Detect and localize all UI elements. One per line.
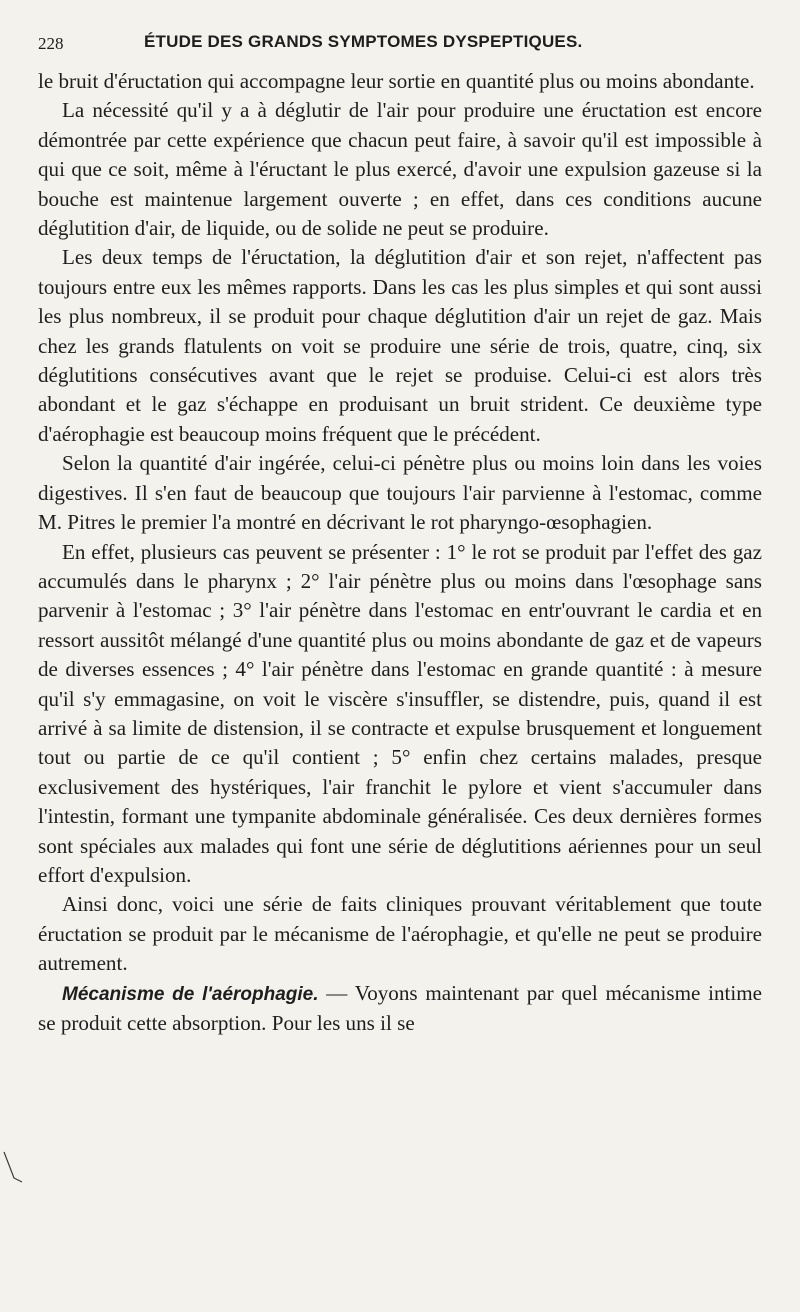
body-text (38, 67, 762, 1038)
paragraph-deglutition-necessity: La nécessité qu'il y a à déglutir de l'air pour produire une éructation est encore démontrée par cette expérience que chacun peut faire, à savoir qu'il est impossible à qui que ce soit, même à l'éructant le plus exercé, d'avoir une expulsion gazeuse si la bouche est maintenue largement ouverte ; en effet, dans ces conditions aucune déglutition d'air, de liquide, ou de solide ne peut se produire. (38, 98, 762, 241)
margin-pencil-mark (2, 1148, 26, 1188)
page-number: 228 (38, 34, 64, 53)
page-header (38, 32, 758, 56)
paragraph-conclusion: Ainsi donc, voici une série de faits cliniques prouvant véritablement que toute éructation se produit par le mécanisme de l'aérophagie, et qu'elle ne peut se produire autrement. (38, 892, 762, 976)
section-text: — Voyons maintenant par quel mécanisme intime se produit cette absorption. Pour les uns il se (38, 980, 762, 1035)
paragraph-air-quantity: Selon la quantité d'air ingérée, celui-ci pénètre plus ou moins loin dans les voies digestives. Il s'en faut de beaucoup que toujours l'air parvienne à l'estomac, comme M. Pitres le premier l'a montré en décrivant le rot pharyngo-œsophagien. (38, 451, 762, 535)
running-title: ÉTUDE DES GRANDS SYMPTOMES DYSPEPTIQUES. (144, 32, 583, 51)
pencil-stroke-icon (2, 1148, 26, 1188)
paragraph-continuation: le bruit d'éructation qui accompagne leur sortie en quantité plus ou moins abondante. (38, 69, 755, 93)
section-heading: Mécanisme de l'aérophagie. (62, 983, 319, 1005)
paragraph-cases-list: En effet, plusieurs cas peuvent se présenter : 1° le rot se produit par l'effet des gaz accumulés dans le pharynx ; 2° l'air pénètre plus ou moins dans l'œsophage sans parvenir à l'estomac ; 3° l'air pénètre dans l'estomac en entr'ouvrant le cardia et en ressort aussitôt mélangé d'une quantité plus ou moins abondante de gaz et de vapeurs de diverses essences ; 4° l'air pénètre dans l'estomac en grande quantité : à mesure qu'il s'y emmagasine, on voit le viscère s'insuffler, se distendre, puis, quand il est arrivé à sa limite de distension, il se contracte et expulse brusquement et longuement tout ou partie de ce qu'il contient ; 5° enfin chez certains malades, presque exclusivement des hystériques, l'air franchit le pylore et vient s'accumuler dans l'intestin, formant une tympanite abdominale généralisée. Ces deux dernières formes sont spéciales aux malades qui font une série de déglutitions aériennes pour un seul effort d'expulsion. (38, 539, 762, 887)
paragraph-eructation-phases: Les deux temps de l'éructation, la déglutition d'air et son rejet, n'affectent pas toujours entre eux les mêmes rapports. Dans les cas les plus simples et qui sont aussi les plus nombreux, il se produit pour chaque déglutition d'air un rejet de gaz. Mais chez les grands flatulents on voit se produire une série de trois, quatre, cinq, six déglutitions consécutives avant que le rejet se produise. Celui-ci est alors très abondant et le gaz s'échappe en produisant un bruit strident. Ce deuxième type d'aérophagie est beaucoup moins fréquent que le précédent. (38, 245, 762, 446)
paragraph-mechanism (38, 979, 762, 1039)
